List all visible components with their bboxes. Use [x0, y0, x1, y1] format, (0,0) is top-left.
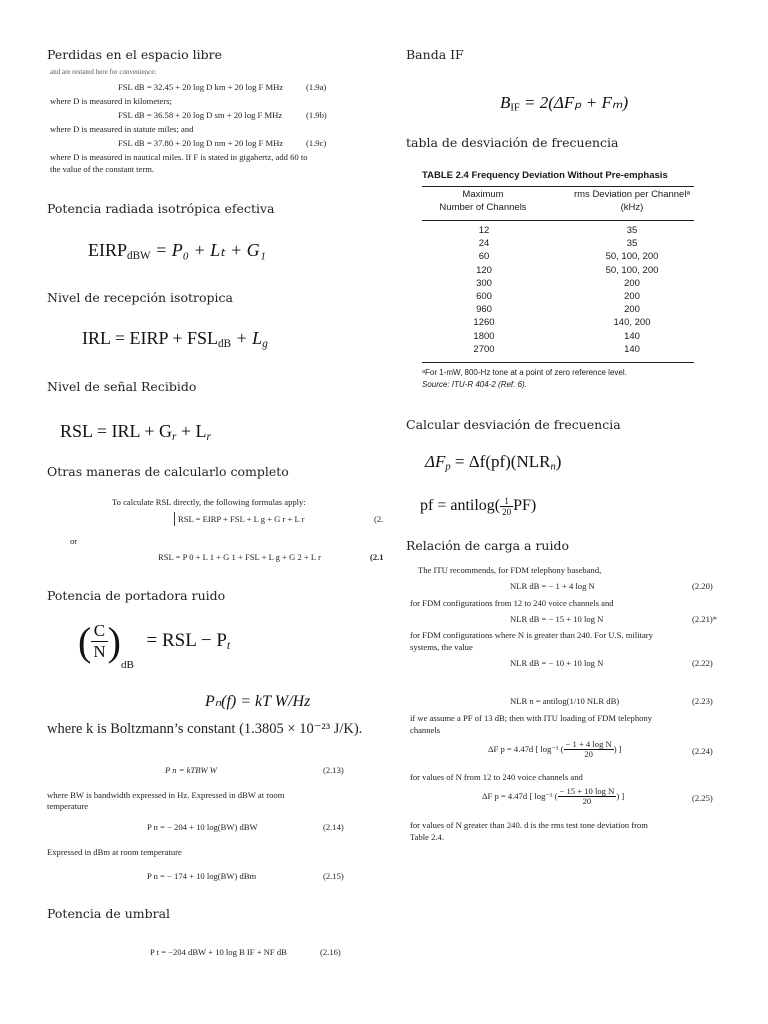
table-cell-deviation: 35: [626, 225, 638, 236]
nlr-num21: (2.21)*: [692, 614, 718, 624]
cn-formula: [78, 618, 231, 671]
rsl-direct-num1: (2.: [374, 514, 384, 524]
eirp-lhs: EIRP: [88, 240, 128, 260]
heading-otras: Otras maneras de calcularlo completo: [47, 464, 289, 479]
dev-end: ): [555, 452, 562, 471]
pn-formula: Pₙ(f) = kT W/Hz: [205, 693, 311, 710]
nlr-eq25: [482, 787, 624, 805]
noise-num15: (2.15): [323, 871, 344, 881]
nlr-t3a: if we assume a PF of 13 dB; then with ITU loading of FDM telephony: [410, 713, 653, 723]
noise-expr: Expressed in dBm at room temperature: [47, 847, 182, 857]
nlr-t2b: systems, the value: [410, 642, 473, 652]
heading-banda-if: Banda IF: [406, 47, 464, 62]
table-cell-channels: 600: [476, 291, 492, 302]
eirp-sub: dBW: [127, 249, 151, 262]
heading-umbral: Potencia de umbral: [47, 906, 171, 921]
table-row: [420, 251, 700, 264]
nlr-eq20: NLR dB = − 1 + 4 log N: [510, 581, 595, 591]
table-col1-head: [428, 189, 538, 215]
fsl-top-cut: and are restated here for convenience:: [50, 68, 157, 76]
heading-eirp: Potencia radiada isotrópica efectiva: [47, 201, 275, 216]
nlr-eq24: [488, 740, 622, 758]
cn-paren-left: (: [78, 618, 92, 664]
eirp-formula: [88, 240, 266, 262]
table-title: TABLE 2.4 Frequency Deviation Without Pre-emphasis: [422, 170, 668, 181]
nlr-t5a: for values of N greater than 240. d is the rms test tone deviation from: [410, 820, 648, 830]
nlr-block: [410, 565, 730, 855]
nlr-num22: (2.22): [692, 658, 713, 668]
pf-frac-n: 1: [500, 496, 513, 507]
heading-irl: Nivel de recepción isotropica: [47, 290, 233, 305]
table-cell-channels: 1800: [473, 330, 495, 342]
dev-lhs: ΔF: [425, 452, 446, 471]
nlr-eq25-right: ) ]: [616, 790, 625, 801]
noise-num14: (2.14): [323, 822, 344, 832]
noise-eq15: P n = − 174 + 10 log(BW) dBm: [147, 871, 257, 881]
pf-end: PF): [513, 497, 537, 515]
cn-numerator: C: [91, 621, 107, 642]
fsl-num-c: (1.9c): [306, 138, 327, 148]
nlr-t3b: channels: [410, 725, 441, 735]
fsl-note-c1: where D is measured in nautical miles. If F is stated in gigahertz, add 60 to: [50, 152, 308, 162]
dev-sub2: n: [550, 461, 556, 473]
irl-lhs: IRL = EIRP + FSL: [82, 328, 218, 348]
eirp-rhs: = P₀ + Lₜ + G₁: [150, 240, 266, 260]
nlr-t1: for FDM configurations from 12 to 240 voice channels and: [410, 598, 614, 608]
rsl-lhs: RSL = IRL + G: [60, 421, 172, 441]
cn-rhs-wrap: [147, 630, 231, 653]
irl-formula: [82, 328, 268, 350]
umbral-num: (2.16): [320, 947, 341, 957]
dev-rhs: = Δf(pf)(NLR: [450, 452, 551, 471]
nlr-num20: (2.20): [692, 581, 713, 591]
pf-formula: [420, 496, 536, 517]
fsl-eq-a: FSL dB = 32.45 + 20 log D km + 20 log F MHz: [118, 82, 284, 92]
table-row: [420, 291, 700, 304]
rsl-direct-intro: To calculate RSL directly, the following formulas apply:: [112, 497, 306, 507]
table-cell-deviation: 140: [624, 343, 640, 355]
fsl-eq-b: FSL dB = 36.58 + 20 log D sm + 20 log F MHz: [118, 110, 283, 120]
fsl-num-a: (1.9a): [306, 82, 327, 92]
table-cell-channels: 60: [478, 251, 490, 263]
nlr-eq25-d: 20: [582, 795, 592, 806]
heading-free-space-loss: Perdidas en el espacio libre: [47, 47, 222, 62]
table-cell-channels: 120: [476, 264, 492, 276]
umbral-block: [150, 947, 370, 961]
fsl-note-b: where D is measured in statute miles; and: [50, 124, 194, 134]
nlr-eq25-n: − 15 + 10 log N: [559, 786, 615, 796]
heading-nlr: Relación de carga a ruido: [406, 538, 570, 553]
table-row: [420, 331, 700, 344]
cn-fraction: [91, 621, 107, 662]
pf-lhs: pf = antilog(: [420, 497, 501, 515]
cn-rhs-sub: t: [226, 638, 231, 652]
umbral-eq: P t = −204 dBW + 10 log B IF + NF dB: [150, 947, 287, 957]
irl-rhs: + L: [231, 328, 263, 348]
table-cell-deviation: 50, 100, 200: [605, 251, 659, 263]
table-col2-head-l1: rms Deviation per Channelᵃ: [573, 189, 690, 200]
noise-eq14: P n = − 204 + 10 log(BW) dBW: [147, 822, 258, 832]
pf-frac-d: 20: [502, 507, 512, 517]
nlr-eq22: NLR dB = − 10 + 10 log N: [510, 658, 604, 668]
heading-rsl: Nivel de señal Recibido: [47, 379, 197, 394]
table-cell-deviation: 50, 100, 200: [605, 264, 659, 276]
noise-where1: where BW is bandwidth expressed in Hz. Expressed in dBW at room: [47, 790, 285, 800]
bif-lhs: B: [500, 93, 511, 112]
noise-num13: (2.13): [323, 765, 344, 775]
fsl-num-b: (1.9b): [306, 110, 327, 120]
table-col1-head-l1: Maximum: [462, 189, 504, 200]
irl-sub: dB: [217, 337, 232, 350]
table-row: [420, 225, 700, 238]
nlr-eq24-right: ) ]: [613, 743, 622, 754]
cn-denominator: N: [93, 642, 106, 661]
cn-paren-right: ): [107, 618, 121, 664]
nlr-intro: The ITU recommends, for FDM telephony baseband,: [418, 565, 602, 575]
irl-sub2: g: [262, 337, 268, 350]
rsl-formula: [60, 421, 211, 443]
table-col1-head-l2: Number of Channels: [439, 201, 527, 213]
table-top-rule: [422, 186, 694, 187]
cn-rhs: = RSL − P: [146, 630, 227, 652]
bif-sub: IF: [510, 102, 520, 114]
nlr-eq25-left: ΔF p = 4.47d [ log⁻¹ (: [482, 790, 558, 801]
table-col2-head-l2: (kHz): [620, 201, 644, 213]
rsl-mid: + L: [176, 421, 207, 441]
dev-sub: p: [445, 461, 451, 473]
table-frequency-deviation: [420, 170, 720, 395]
table-cell-channels: 300: [476, 277, 492, 289]
table-row: [420, 317, 700, 330]
heading-calc-dev: Calcular desviación de frecuencia: [406, 417, 621, 432]
rsl-direct-or: or: [70, 536, 78, 546]
table-row: [420, 278, 700, 291]
rsl-direct-block: [70, 497, 384, 572]
boltzmann-line: where k is Boltzmann’s constant (1.3805 × 10⁻²³ J/K).: [47, 721, 363, 737]
bif-formula: [500, 93, 628, 114]
table-cell-channels: 1260: [473, 317, 495, 329]
nlr-t2a: for FDM configurations where N is greater than 240. For U.S. military: [410, 630, 653, 640]
heading-cn: Potencia de portadora ruido: [47, 588, 226, 603]
table-source: Source: ITU-R 404-2 (Ref. 6).: [422, 380, 527, 389]
nlr-t4: for values of N from 12 to 240 voice channels and: [410, 772, 583, 782]
nlr-eq24-left: ΔF p = 4.47d [ log⁻¹ (: [488, 743, 564, 754]
table-cell-channels: 24: [478, 238, 490, 250]
nlr-num25: (2.25): [692, 793, 713, 803]
table-col2-head: [557, 189, 707, 215]
nlr-eq24-frac: [564, 740, 614, 758]
fsl-eq-c: FSL dB = 37.80 + 20 log D nm + 20 log F MHz: [118, 138, 284, 148]
pf-fraction: [500, 496, 513, 517]
nlr-eq23: NLR n = antilog(1/10 NLR dB): [510, 696, 620, 706]
table-cell-deviation: 200: [624, 277, 640, 289]
table-cell-channels: 2700: [473, 343, 495, 355]
table-footnote: ᵃFor 1-mW, 800-Hz tone at a point of zero reference level.: [422, 368, 627, 377]
table-cell-channels: 960: [476, 304, 492, 316]
bif-rhs: = 2(ΔFₚ + Fₘ): [519, 93, 629, 112]
table-row: [420, 265, 700, 278]
table-cell-deviation: 35: [626, 238, 638, 250]
nlr-num24: (2.24): [692, 746, 713, 756]
table-row: [420, 344, 700, 357]
fsl-scanned-block: [50, 68, 360, 188]
rsl-sub2: r: [206, 430, 211, 443]
cn-sub: dB: [120, 658, 134, 671]
nlr-eq21: NLR dB = − 15 + 10 log N: [510, 614, 604, 624]
nlr-eq25-frac: [558, 787, 617, 805]
table-row: [420, 238, 700, 251]
text-cursor: [174, 512, 175, 526]
dev-formula: [425, 452, 561, 473]
table-row: [420, 304, 700, 317]
fsl-note-a: where D is measured in kilometers;: [50, 96, 172, 106]
table-cell-deviation: 140, 200: [613, 317, 651, 329]
rsl-sub1: r: [171, 430, 177, 443]
table-cell-deviation: 200: [624, 304, 640, 316]
table-bottom-rule: [422, 362, 694, 363]
nlr-eq24-n: − 1 + 4 log N: [565, 739, 612, 749]
table-head-rule: [422, 220, 694, 221]
nlr-t5b: Table 2.4.: [410, 832, 445, 842]
table-cell-deviation: 140: [624, 330, 640, 342]
rsl-direct-num2: (2.1: [370, 552, 384, 562]
noise-where2: temperature: [47, 801, 89, 811]
heading-tabla: tabla de desviación de frecuencia: [406, 135, 619, 150]
table-cell-channels: 12: [478, 225, 490, 236]
rsl-direct-eq2: RSL = P 0 + L 1 + G 1 + FSL + L g + G 2 + L r: [158, 552, 321, 562]
rsl-direct-eq1: RSL = EIRP + FSL + L g + G r + L r: [178, 514, 305, 524]
nlr-eq24-d: 20: [584, 748, 593, 759]
noise-eq13: P n = kTBW W: [165, 765, 217, 775]
nlr-num23: (2.23): [692, 696, 713, 706]
fsl-note-c2: the value of the constant term.: [50, 164, 155, 174]
noise-block: [47, 765, 367, 885]
table-cell-deviation: 200: [624, 291, 640, 302]
